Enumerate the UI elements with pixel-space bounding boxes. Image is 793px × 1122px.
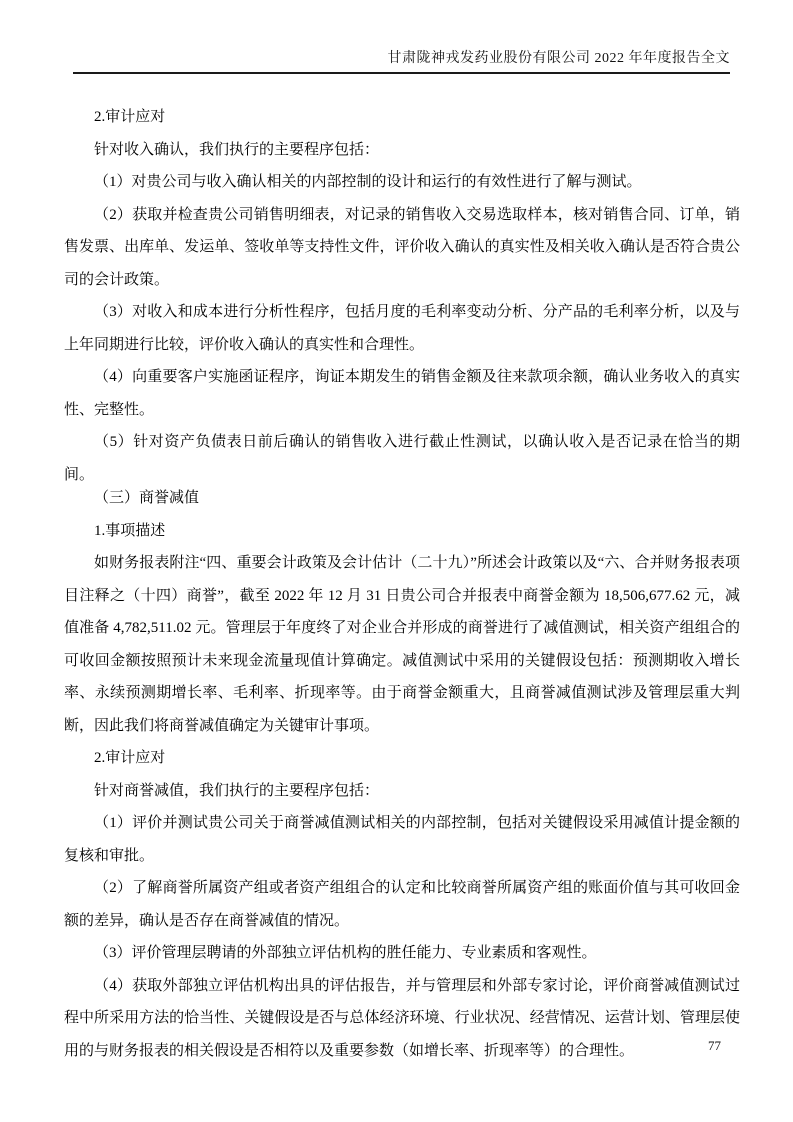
paragraph-revenue-procedure-1: （1）对贵公司与收入确认相关的内部控制的设计和运行的有效性进行了解与测试。 (94, 174, 642, 190)
document-body (64, 101, 740, 1067)
paragraph-revenue-procedures-intro: 针对收入确认，我们执行的主要程序包括： (94, 141, 380, 158)
paragraph-goodwill-procedure-3: （3）评价管理层聘请的外部独立评估机构的胜任能力、专业素质和客观性。 (94, 945, 597, 961)
heading-matter-description: 1.事项描述 (94, 522, 166, 539)
header-title: 甘肃陇神戎发药业股份有限公司 2022 年年度报告全文 (387, 51, 730, 66)
paragraph-goodwill-procedure-4: （4）获取外部独立评估机构出具的评估报告，并与管理层和外部专家讨论，评价商誉减值测试过程中所采用方法的恰当性、关键假设是否与总体经济环境、行业状况、经营情况、运营计划、管理层使用的与财务报表的相关假设是否相符以及重要参数（如增长率、折现率等）的合理性。 (64, 977, 740, 1059)
paragraph-revenue-procedure-3: （3）对收入和成本进行分析性程序，包括月度的毛利率变动分析、分产品的毛利率分析，以及与上年同期进行比较，评价收入确认的真实性和合理性。 (64, 304, 740, 353)
paragraph-goodwill-description: 如财务报表附注“四、重要会计政策及会计估计（二十九）”所述会计政策以及“六、合并财务报表项目注释之（十四）商誉”，截至 2022 年 12 月 31 日贵公司合并报表中商誉金额为 18,506,677.62 元，减值准备 4,782,511.02 元。管理层于年度终了对企业合并形成的商誉进行了减值测试，相关资产组组合的可收回金额按照预计未来现金流量现值计算确定。减值测试中采用的关键假设包括：预测期收入增长率、永续预测期增长率、毛利率、折现率等。由于商誉金额重大，且商誉减值测试涉及管理层重大判断，因此我们将商誉减值确定为关键审计事项。 (64, 555, 740, 734)
page-header (73, 50, 730, 74)
heading-audit-response-revenue: 2.审计应对 (94, 109, 166, 125)
paragraph-revenue-procedure-4: （4）向重要客户实施函证程序，询证本期发生的销售金额及往来款项余额，确认业务收入的真实性、完整性。 (64, 369, 740, 418)
heading-audit-response-goodwill: 2.审计应对 (94, 750, 166, 766)
paragraph-goodwill-procedure-1: （1）评价并测试贵公司关于商誉减值测试相关的内部控制，包括对关键假设采用减值计提金额的复核和审批。 (64, 815, 740, 864)
page-number: 77 (708, 1038, 721, 1053)
heading-goodwill-impairment: （三）商誉减值 (94, 490, 200, 506)
paragraph-goodwill-procedures-intro: 针对商誉减值，我们执行的主要程序包括： (94, 782, 380, 799)
paragraph-revenue-procedure-2: （2）获取并检查贵公司销售明细表，对记录的销售收入交易选取样本，核对销售合同、订单，销售发票、出库单、发运单、签收单等支持性文件，评价收入确认的真实性及相关收入确认是否符合贵公司的会计政策。 (64, 206, 740, 288)
paragraph-revenue-procedure-5: （5）针对资产负债表日前后确认的销售收入进行截止性测试，以确认收入是否记录在恰当的期间。 (64, 434, 740, 483)
paragraph-goodwill-procedure-2: （2）了解商誉所属资产组或者资产组组合的认定和比较商誉所属资产组的账面价值与其可收回金额的差异，确认是否存在商誉减值的情况。 (64, 880, 740, 929)
header-rule (73, 72, 730, 74)
